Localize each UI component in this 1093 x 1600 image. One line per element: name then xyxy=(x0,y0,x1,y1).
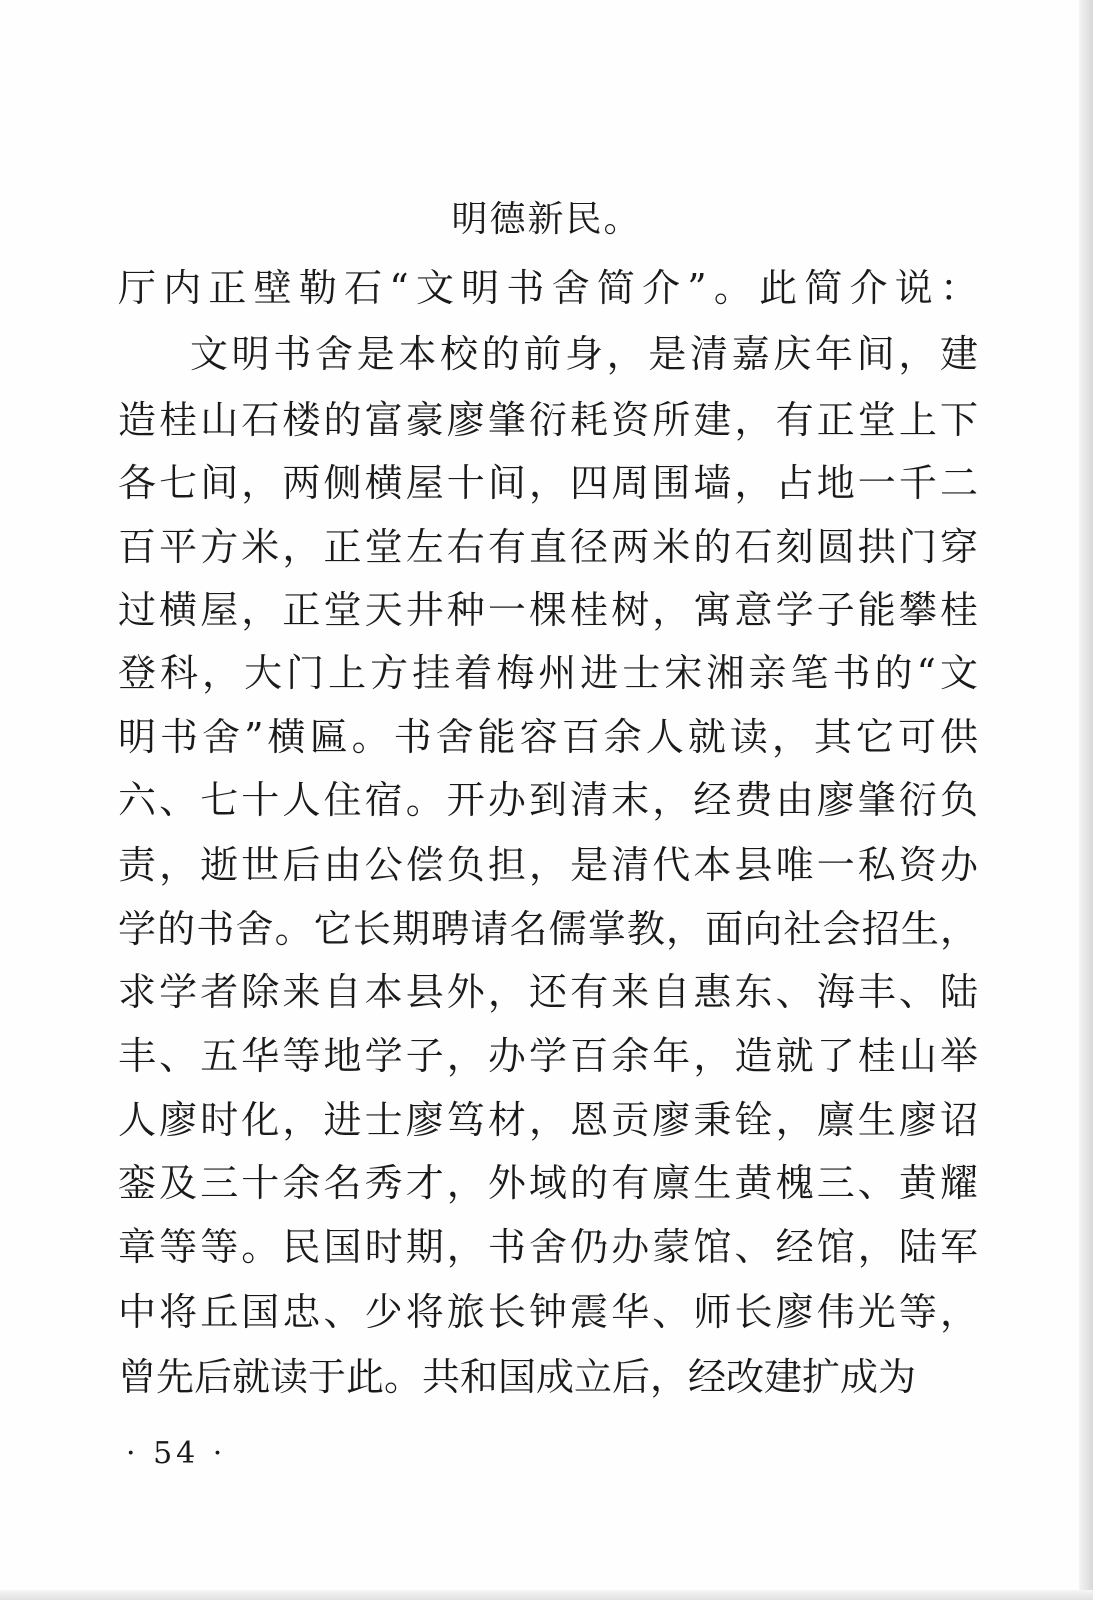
text-line: 造桂山石楼的富豪廖肇衍耗资所建，有正堂上下 xyxy=(118,398,978,442)
text-line: 百平方米，正堂左右有直径两米的石刻圆拱门穿 xyxy=(118,525,978,569)
text-line: 銮及三十余名秀才，外域的有廪生黄槐三、黄耀 xyxy=(118,1161,978,1205)
text-line: 文明书舍是本校的前身，是清嘉庆年间，建 xyxy=(190,332,978,376)
text-line: 曾先后就读于此。共和国成立后，经改建扩成为 xyxy=(118,1355,917,1399)
text-line: 中将丘国忠、少将旅长钟震华、师长廖伟光等， xyxy=(118,1290,978,1334)
text-line: 过横屋，正堂天井种一棵桂树，寓意学子能攀桂 xyxy=(118,588,978,632)
text-line: 六、七十人住宿。开办到清末，经费由廖肇衍负 xyxy=(118,778,978,822)
page-edge-shadow-bottom xyxy=(0,1590,1093,1600)
section-heading: 明德新民。 xyxy=(451,199,642,240)
text-line: 责，逝世后由公偿负担，是清代本县唯一私资办 xyxy=(118,843,978,887)
text-line: 各七间，两侧横屋十间，四周围墙，占地一千二 xyxy=(118,461,978,505)
text-line: 人廖时化，进士廖笃材，恩贡廖秉铨，廪生廖诏 xyxy=(118,1098,978,1142)
text-line: 求学者除来自本县外，还有来自惠东、海丰、陆 xyxy=(118,970,978,1014)
intro-line: 厅内正壁勒石“文明书舍简介”。此简介说： xyxy=(118,266,978,310)
text-line: 章等等。民国时期，书舍仍办蒙馆、经馆，陆军 xyxy=(118,1225,978,1269)
text-line: 登科，大门上方挂着梅州进士宋湘亲笔书的“文 xyxy=(118,651,978,695)
text-line: 丰、五华等地学子，办学百余年，造就了桂山举 xyxy=(118,1034,978,1078)
text-line: 学的书舍。它长期聘请名儒掌教，面向社会招生， xyxy=(118,907,978,951)
text-line: 明书舍”横匾。书舍能容百余人就读，其它可供 xyxy=(118,715,978,759)
page-number: · 54 · xyxy=(126,1436,227,1471)
